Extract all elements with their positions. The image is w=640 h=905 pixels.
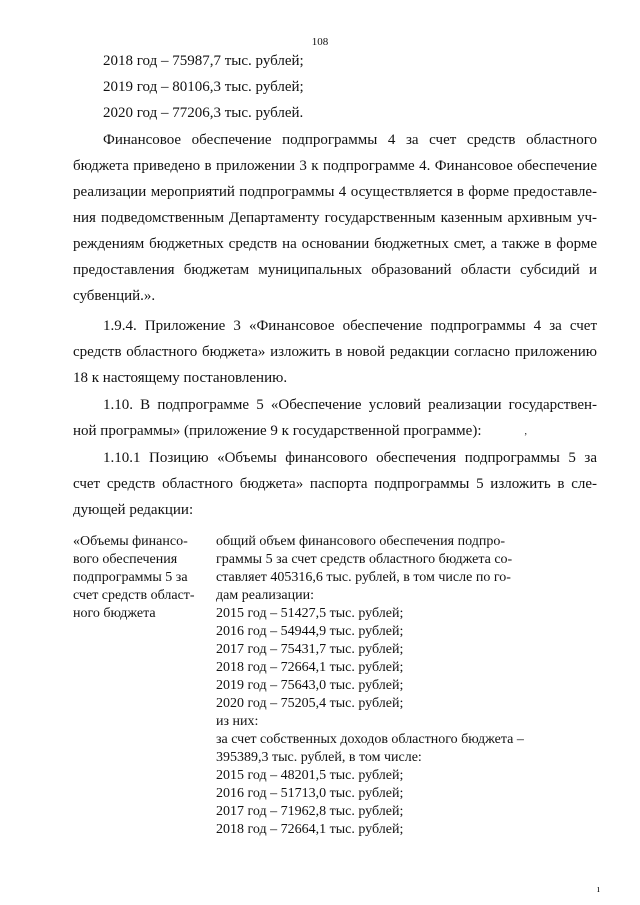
table-right-line: 2016 год – 54944,9 тыс. рублей; — [216, 624, 404, 639]
text-line: ния подведомственным Департаменту государственным казенным архивным уч- — [73, 210, 597, 226]
table-right-line: 2018 год – 72664,1 тыс. рублей; — [216, 660, 404, 675]
table-right-line: из них: — [216, 714, 259, 729]
table-right-line: ставляет 405316,6 тыс. рублей, в том числе по го- — [216, 570, 511, 585]
text-line: предоставления бюджетам муниципальных образований области субсидий и — [73, 262, 597, 278]
text-line: Финансовое обеспечение подпрограммы 4 за счет средств областного — [103, 132, 597, 148]
paragraph-1-10 — [73, 392, 597, 444]
page-number: 108 — [311, 36, 329, 48]
text-line: ной программы» (приложение 9 к государственной программе): — [73, 423, 482, 439]
stray-mark: ı — [597, 884, 600, 895]
text-line: средств областного бюджета» изложить в новой редакции согласно приложению — [73, 344, 597, 360]
table-right-line: 2019 год – 75643,0 тыс. рублей; — [216, 678, 404, 693]
document-body — [103, 48, 597, 126]
table-right-line: 395389,3 тыс. рублей, в том числе: — [216, 750, 422, 765]
table-right-line: 2016 год – 51713,0 тыс. рублей; — [216, 786, 404, 801]
table-right-line: 2020 год – 75205,4 тыс. рублей; — [216, 696, 404, 711]
table-right-line: 2017 год – 75431,7 тыс. рублей; — [216, 642, 404, 657]
table-right-line: за счет собственных доходов областного бюджета – — [216, 732, 524, 747]
table-right-line: граммы 5 за счет средств областного бюджета со- — [216, 552, 513, 567]
table-right-line: дам реализации: — [216, 588, 315, 603]
table-left-line: счет средств област- — [73, 588, 195, 603]
years-list — [103, 48, 597, 126]
table-right-line: 2017 год – 71962,8 тыс. рублей; — [216, 804, 404, 819]
text-line: счет средств областного бюджета» паспорта подпрограммы 5 изложить в сле- — [73, 476, 597, 492]
table-right-line: 2018 год – 72664,1 тыс. рублей; — [216, 822, 404, 837]
year-line: 2020 год – 77206,3 тыс. рублей. — [103, 105, 304, 121]
text-line: 1.10. В подпрограмме 5 «Обеспечение условий реализации государствен- — [103, 397, 597, 413]
text-line: реализации мероприятий подпрограммы 4 осуществляется в форме предоставле- — [73, 184, 597, 200]
paragraph-1-9-4 — [73, 313, 597, 391]
table-right-column — [216, 533, 566, 839]
year-line: 2019 год – 80106,3 тыс. рублей; — [103, 79, 304, 95]
stray-mark: ‚ — [524, 426, 528, 437]
paragraph-1-10-1 — [73, 445, 597, 523]
table-left-line: подпрограммы 5 за — [73, 570, 188, 585]
text-line: бюджета приведено в приложении 3 к подпрограмме 4. Финансовое обеспечение — [73, 158, 597, 174]
text-line: 18 к настоящему постановлению. — [73, 370, 288, 386]
text-line: реждениям бюджетных средств на основании бюджетных смет, а также в форме — [73, 236, 597, 252]
table-right-line: 2015 год – 51427,5 тыс. рублей; — [216, 606, 404, 621]
table-right-line: общий объем финансового обеспечения подпро- — [216, 534, 505, 549]
table-left-column — [73, 533, 203, 623]
table-left-line: ного бюджета — [73, 606, 156, 621]
table-right-line: 2015 год – 48201,5 тыс. рублей; — [216, 768, 404, 783]
paragraph-financing — [73, 127, 597, 309]
year-line: 2018 год – 75987,7 тыс. рублей; — [103, 53, 304, 69]
table-left-line: «Объемы финансо- — [73, 534, 188, 549]
text-line: 1.10.1 Позицию «Объемы финансового обеспечения подпрограммы 5 за — [103, 450, 597, 466]
text-line: дующей редакции: — [73, 502, 194, 518]
text-line: субвенций.». — [73, 288, 156, 304]
text-line: 1.9.4. Приложение 3 «Финансовое обеспечение подпрограммы 4 за счет — [103, 318, 597, 334]
table-left-line: вого обеспечения — [73, 552, 178, 567]
